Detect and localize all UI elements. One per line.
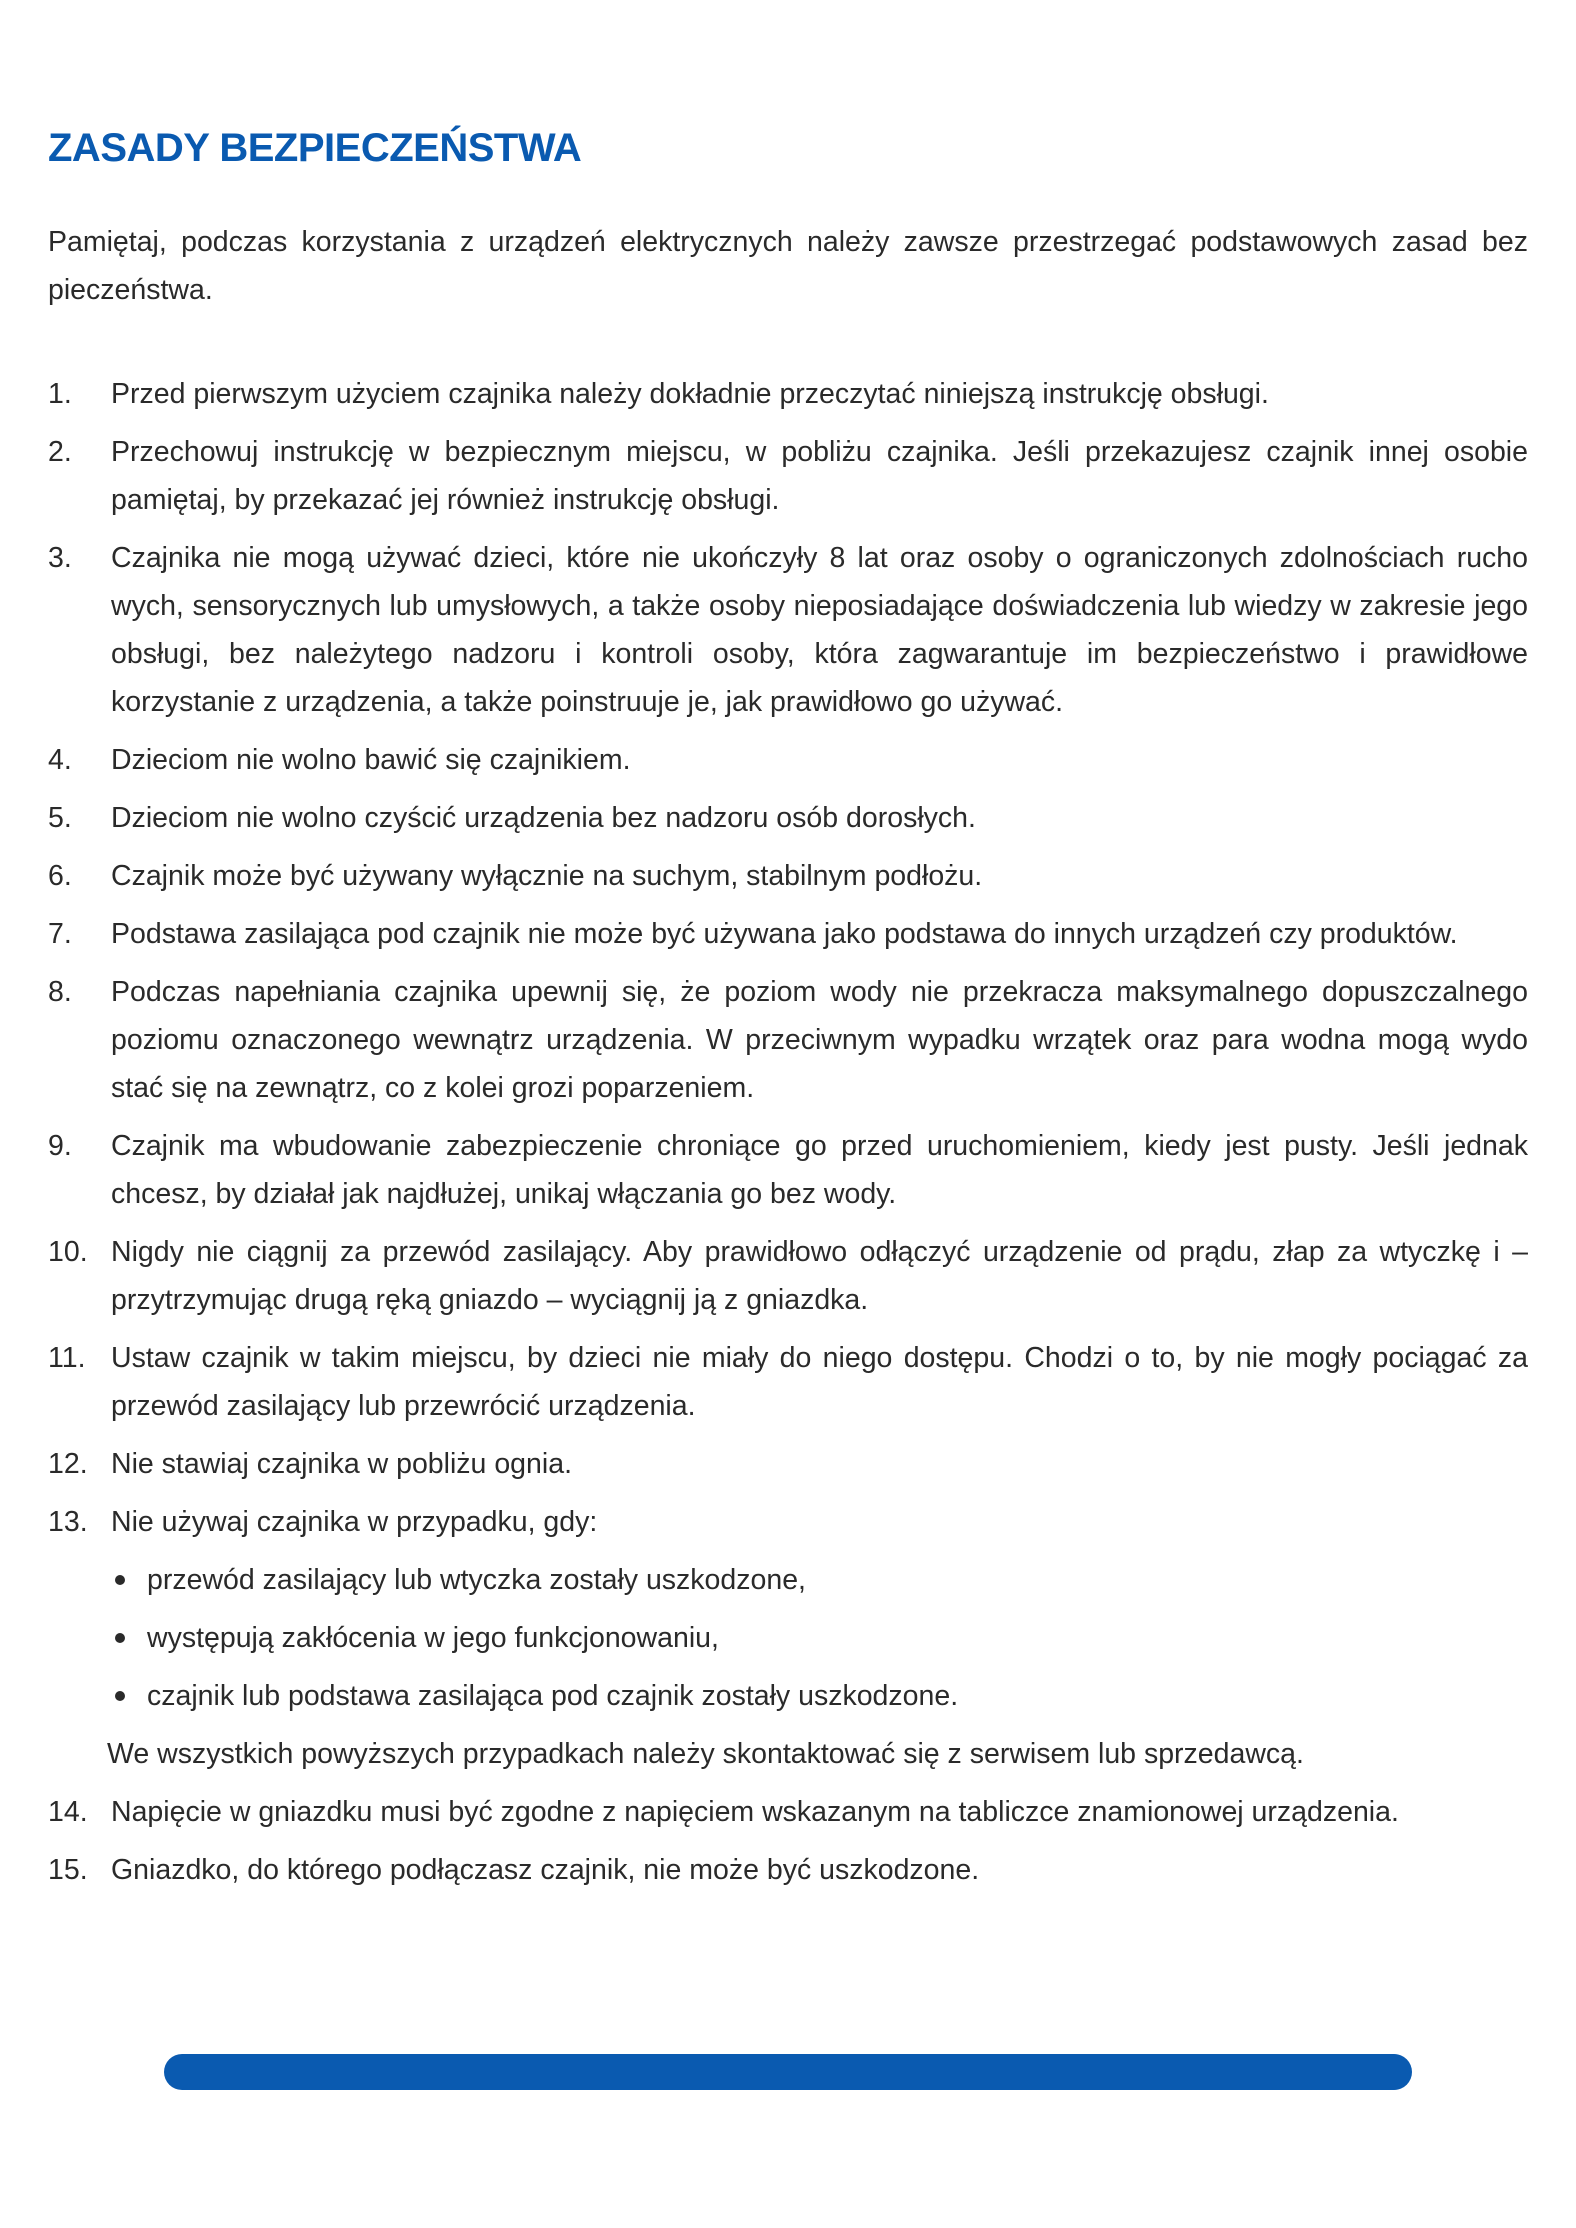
rule-text: Gniazdko, do którego podłączasz czajnik, nie może być uszkodzone. [111, 1854, 980, 1886]
rule-text: Czajnik ma wbudowanie zabezpieczenie chroniące go przed uruchomieniem, kiedy jest pusty. Jeśli jednak chcesz, by działał jak najdłużej, unikaj włączania go bez wody. [111, 1130, 1528, 1210]
rule-text: Nigdy nie ciągnij za przewód zasilający. Aby prawidłowo odłączyć urządzenie od prądu, złap za wtyczkę i – przytrzymując drugą ręką gniazdo – wyciągnij ją z gniazdka. [111, 1236, 1528, 1316]
rule-number: 13. [48, 1506, 88, 1538]
rule-item-11 [48, 1334, 1528, 1430]
rule-item-13 [48, 1498, 1528, 1778]
rule-number: 1. [48, 378, 72, 410]
rule-text: Nie używaj czajnika w przypadku, gdy: [111, 1506, 598, 1538]
rule-number: 10. [48, 1236, 88, 1268]
rule-item-3 [48, 534, 1528, 726]
rule-item-8 [48, 968, 1528, 1112]
rule-item-12 [48, 1440, 1528, 1488]
rule-text: Napięcie w gniazdku musi być zgodne z napięciem wskazanym na tabliczce znamionowej urządzenia. [111, 1796, 1399, 1828]
rule-item-5 [48, 794, 1528, 842]
rule-text: Podczas napełniania czajnika upewnij się, że poziom wody nie przekracza maksymalnego dopuszczalnego poziomu oznaczonego wewnątrz urządzenia. W przeciwnym wypadku wrzątek oraz para wodna mogą wydo stać się na zewnątrz, co z kolei grozi poparzeniem. [111, 976, 1528, 1104]
bullet-item [111, 1556, 1528, 1604]
rule-text: Czajnika nie mogą używać dzieci, które nie ukończyły 8 lat oraz osoby o ograniczonych zdolnościach rucho wych, sensorycznych lub umysłowych, a także osoby nieposiadające doświadczenia lub wiedzy w zakresie jego obsługi, bez należytego nadzoru i kontroli osoby, która zagwarantuje im bezpieczeństwo i prawidłowe korzystanie z urządzenia, a także poinstruuje je, jak prawidłowo go używać. [111, 542, 1528, 718]
rule-number: 5. [48, 802, 72, 834]
rule-item-15 [48, 1846, 1528, 1894]
rule-text: Nie stawiaj czajnika w pobliżu ognia. [111, 1448, 572, 1480]
bullet-dot-icon [115, 1691, 125, 1701]
rule-number: 3. [48, 542, 72, 574]
rule-item-1 [48, 370, 1528, 418]
rule-text: Dzieciom nie wolno czyścić urządzenia bez nadzoru osób dorosłych. [111, 802, 976, 834]
rule-item-14 [48, 1788, 1528, 1836]
rule-item-10 [48, 1228, 1528, 1324]
rule-number: 11. [48, 1342, 86, 1374]
rule-number: 6. [48, 860, 72, 892]
bullet-text: przewód zasilający lub wtyczka zostały uszkodzone, [147, 1564, 806, 1596]
rule-number: 9. [48, 1130, 72, 1162]
rule-number: 8. [48, 976, 72, 1008]
page-title: ZASADY BEZPIECZEŃSTWA [48, 126, 582, 170]
bullet-dot-icon [115, 1575, 125, 1585]
rule-text: Przed pierwszym użyciem czajnika należy dokładnie przeczytać niniejszą instrukcję obsługi. [111, 378, 1269, 410]
rule-text: Dzieciom nie wolno bawić się czajnikiem. [111, 744, 631, 776]
rule-number: 14. [48, 1796, 88, 1828]
bullet-dot-icon [115, 1633, 125, 1643]
bullet-item [111, 1614, 1528, 1662]
rule-number: 4. [48, 744, 72, 776]
bullet-item [111, 1672, 1528, 1720]
bullet-text: występują zakłócenia w jego funkcjonowaniu, [147, 1622, 719, 1654]
safety-rules-list [48, 370, 1528, 1904]
footer-bar [164, 2054, 1412, 2090]
intro-paragraph: Pamiętaj, podczas korzystania z urządzeń elektrycznych należy zawsze przestrzegać podstawowych zasad bez pieczeństwa. [48, 226, 1528, 306]
rule-text: Podstawa zasilająca pod czajnik nie może być używana jako podstawa do innych urządzeń czy produktów. [111, 918, 1458, 950]
rule-number: 12. [48, 1448, 88, 1480]
rule-text: Ustaw czajnik w takim miejscu, by dzieci nie miały do niego dostępu. Chodzi o to, by nie mogły pociągać za przewód zasilający lub przewrócić urządzenia. [111, 1342, 1528, 1422]
rule-item-2 [48, 428, 1528, 524]
rule-item-9 [48, 1122, 1528, 1218]
rule-13-bullet-list [111, 1556, 1528, 1720]
rule-number: 15. [48, 1854, 88, 1886]
rule-item-6 [48, 852, 1528, 900]
rule-text: Czajnik może być używany wyłącznie na suchym, stabilnym podłożu. [111, 860, 983, 892]
rule-text: Przechowuj instrukcję w bezpiecznym miejscu, w pobliżu czajnika. Jeśli przekazujesz czajnik innej osobie pamiętaj, by przekazać jej również instrukcję obsługi. [111, 436, 1528, 516]
rule-item-7 [48, 910, 1528, 958]
rule-13-note: We wszystkich powyższych przypadkach należy skontaktować się z serwisem lub sprzedawcą. [107, 1738, 1304, 1770]
rule-number: 2. [48, 436, 72, 468]
bullet-text: czajnik lub podstawa zasilająca pod czajnik zostały uszkodzone. [147, 1680, 959, 1712]
rule-number: 7. [48, 918, 72, 950]
rule-item-4 [48, 736, 1528, 784]
